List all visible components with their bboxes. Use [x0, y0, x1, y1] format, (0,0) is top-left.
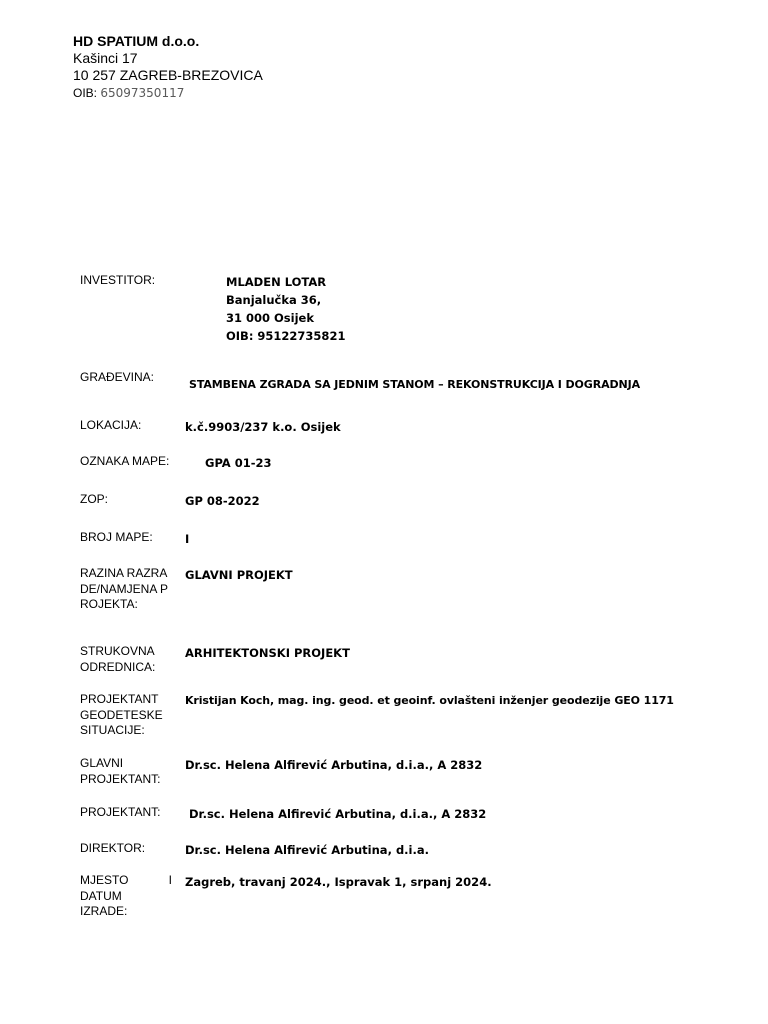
field-value: STAMBENA ZGRADA SA JEDNIM STANOM – REKONSTRUKCIJA I DOGRADNJA [189, 378, 641, 391]
field-value: GPA 01-23 [205, 456, 272, 470]
field-label: INVESTITOR: [80, 273, 156, 287]
investitor-oib: OIB: 95122735821 [226, 329, 346, 343]
company-oib-label: OIB: [73, 86, 98, 100]
company-name: HD SPATIUM d.o.o. [73, 33, 200, 49]
field-label: RAZINA RAZRADE/NAMJENA PROJEKTA: [80, 566, 169, 611]
investitor-name: MLADEN LOTAR [226, 275, 327, 289]
field-label [80, 873, 172, 920]
label-i: I [168, 873, 172, 887]
field-label: ZOP: [80, 492, 109, 506]
field-value: Kristijan Koch, mag. ing. geod. et geoinf. ovlašteni inženjer geodezije GEO 1171 [185, 694, 674, 707]
field-value: Dr.sc. Helena Alfirević Arbutina, d.i.a., A 2832 [185, 758, 483, 772]
field-label: PROJEKTANT GEODETESKE SITUACIJE: [80, 692, 163, 737]
company-oib [73, 85, 263, 102]
company-city: 10 257 ZAGREB-BREZOVICA [73, 67, 263, 83]
field-value: Dr.sc. Helena Alfirević Arbutina, d.i.a., A 2832 [189, 807, 487, 821]
company-header [73, 33, 263, 102]
field-value: I [185, 532, 190, 546]
field-value: GP 08-2022 [185, 494, 260, 508]
field-label: GRAĐEVINA: [80, 370, 155, 384]
label-line-1 [80, 873, 172, 889]
field-value: Dr.sc. Helena Alfirević Arbutina, d.i.a. [185, 843, 429, 857]
field-value: GLAVNI PROJEKT [185, 568, 293, 582]
field-label: LOKACIJA: [80, 418, 142, 432]
company-oib-value: 65097350117 [100, 86, 185, 100]
field-label: PROJEKTANT: [80, 805, 161, 819]
investitor-city: 31 000 Osijek [226, 311, 314, 325]
company-street: Kašinci 17 [73, 50, 138, 66]
field-label: STRUKOVNA ODREDNICA: [80, 644, 156, 674]
field-value: k.č.9903/237 k.o. Osijek [185, 420, 341, 434]
field-label: OZNAKA MAPE: [80, 454, 170, 468]
field-label: DIREKTOR: [80, 841, 146, 855]
label-line-2: DATUM IZRADE: [80, 888, 128, 918]
field-label: BROJ MAPE: [80, 530, 153, 544]
investitor-street: Banjalučka 36, [226, 293, 322, 307]
field-value: ARHITEKTONSKI PROJEKT [185, 646, 350, 660]
field-label: GLAVNI PROJEKTANT: [80, 756, 161, 786]
investitor-value [226, 273, 345, 345]
label-mjesto: MJESTO [80, 873, 129, 887]
field-value: Zagreb, travanj 2024., Ispravak 1, srpanj 2024. [185, 875, 492, 889]
